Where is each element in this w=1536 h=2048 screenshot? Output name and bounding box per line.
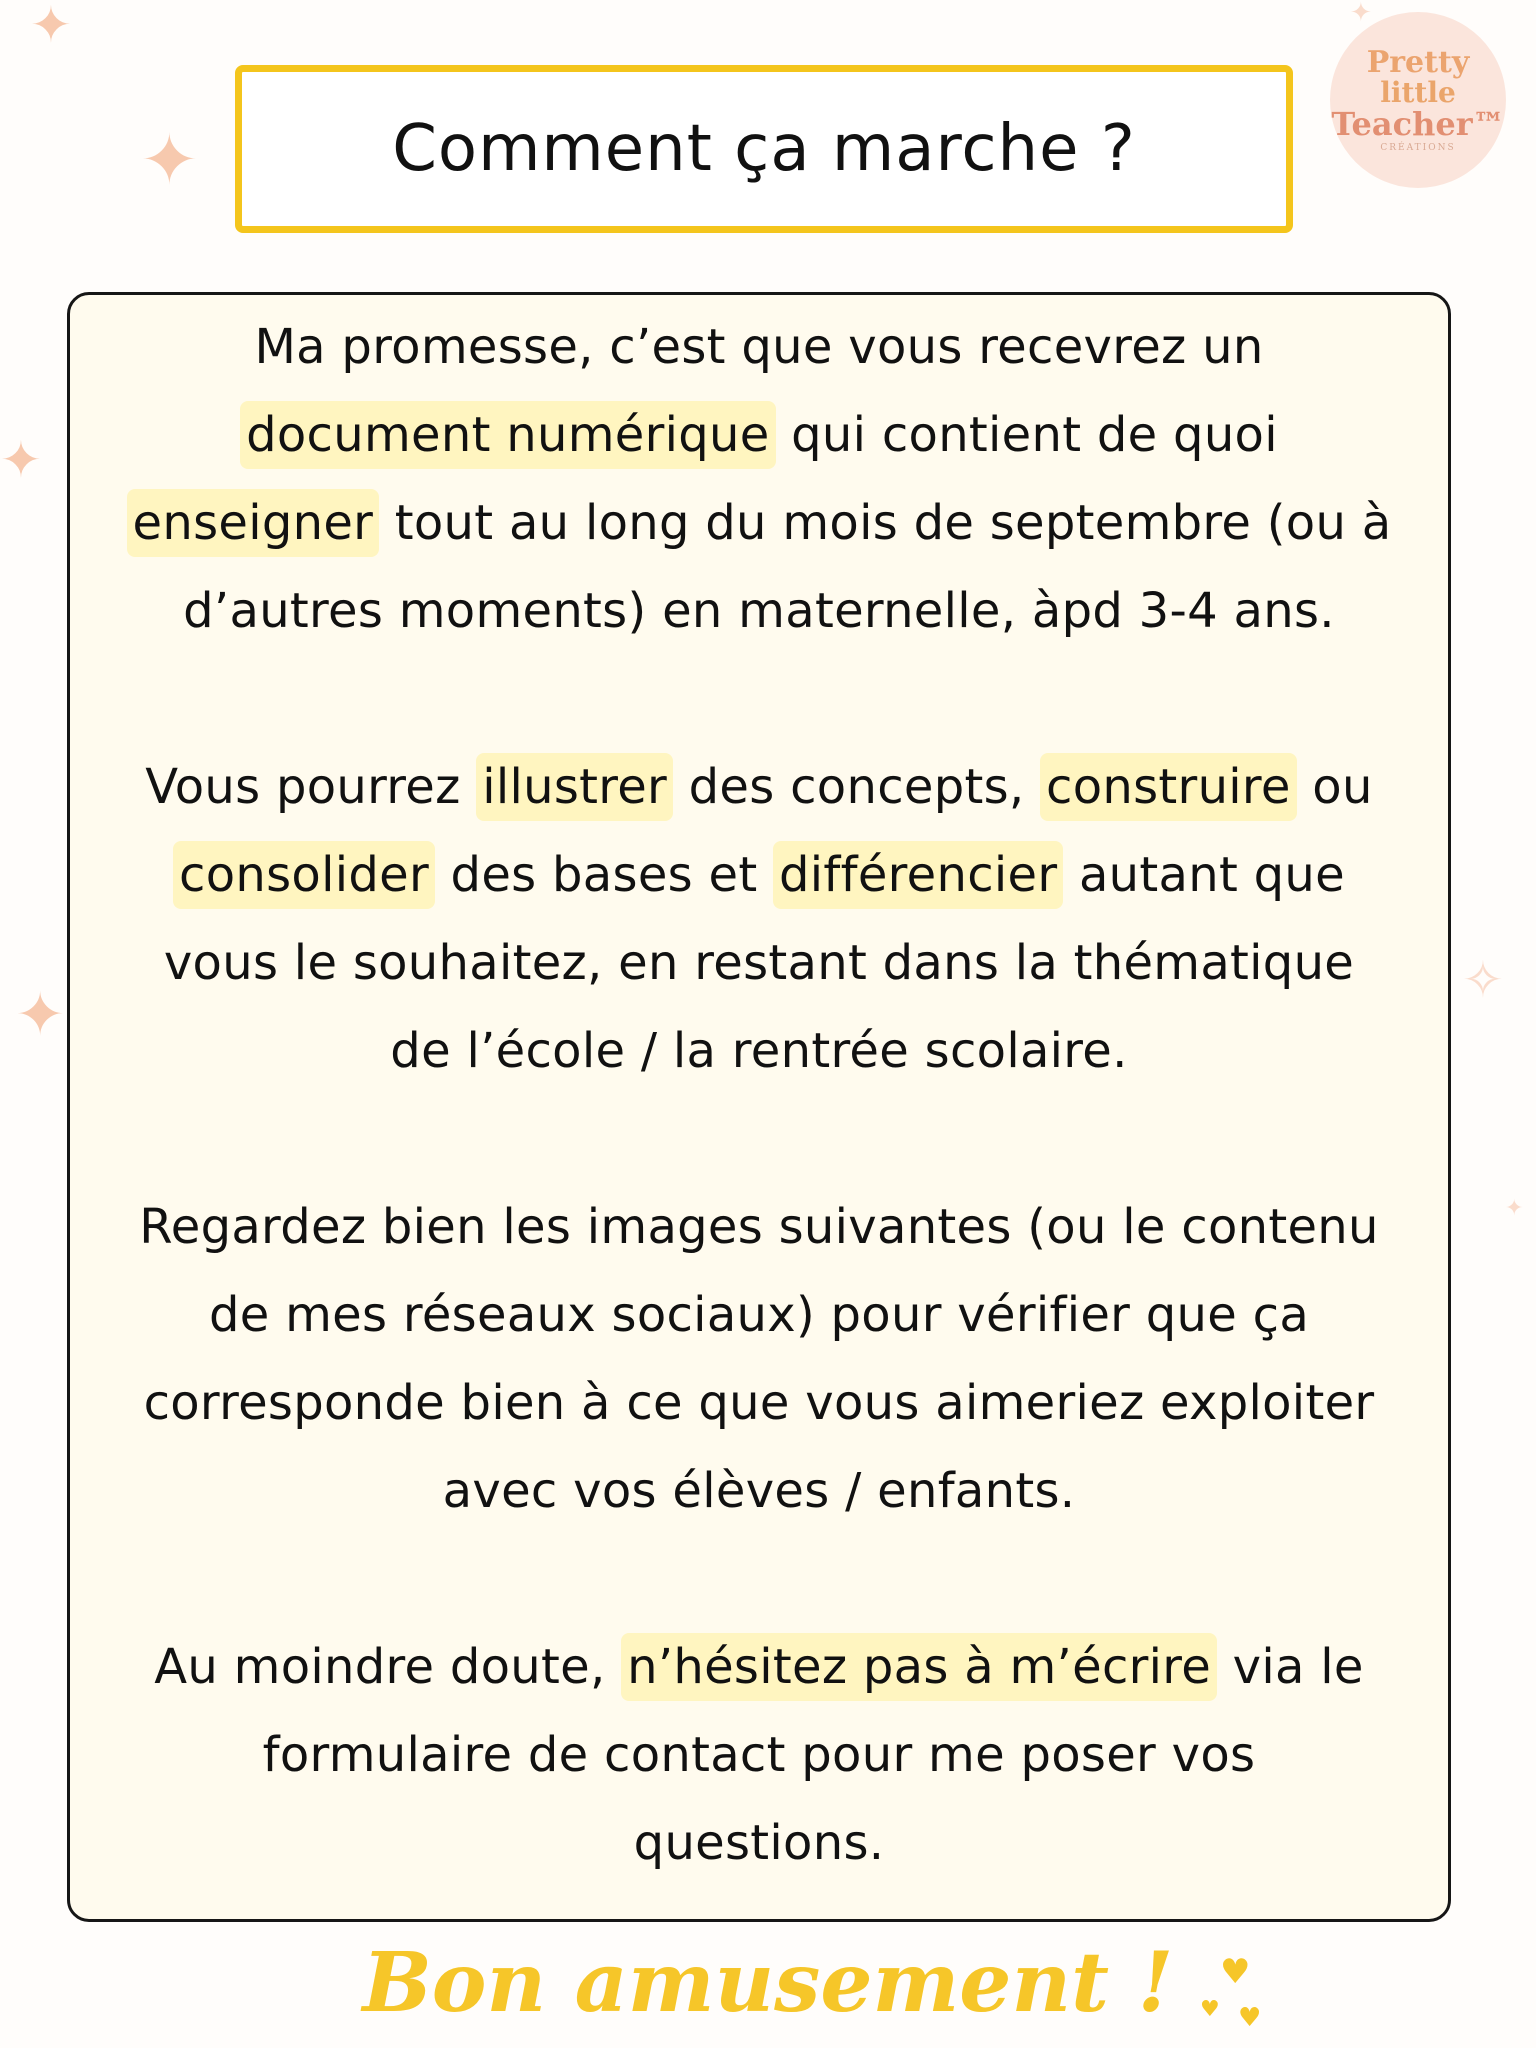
text-line: avec vos élèves / enfants. xyxy=(442,1463,1076,1519)
text-line: d’autres moments) en maternelle, àpd 3-4 ans. xyxy=(183,583,1335,639)
page-title: Comment ça marche ? xyxy=(392,112,1136,186)
logo-line-2: little xyxy=(1380,76,1456,109)
text-fragment: via le xyxy=(1217,1639,1364,1695)
highlight-differencier: différencier xyxy=(773,841,1063,909)
text-line xyxy=(70,1623,1448,1711)
highlight-enseigner: enseigner xyxy=(127,489,380,557)
heart-icon: ♥ xyxy=(1200,1997,1220,2022)
highlight-consolider: consolider xyxy=(173,841,435,909)
sparkle-icon: ✦ xyxy=(1350,0,1372,28)
text-fragment: Vous pourrez xyxy=(145,759,477,815)
text-line: vous le souhaitez, en restant dans la thématique xyxy=(163,935,1355,991)
paragraph-contact xyxy=(70,1623,1448,1887)
logo-line-1: Pretty xyxy=(1366,45,1470,80)
text-fragment: ou xyxy=(1296,759,1373,815)
sparkle-icon: ✦ xyxy=(30,0,72,54)
sparkle-icon: ✦ xyxy=(15,980,66,1050)
content-panel xyxy=(67,292,1451,1922)
text-fragment: Au moindre doute, xyxy=(154,1639,622,1695)
text-line: corresponde bien à ce que vous aimeriez exploiter xyxy=(143,1375,1375,1431)
footer-message: Bon amusement ! xyxy=(362,1935,1174,2031)
text-line xyxy=(70,831,1448,919)
text-line xyxy=(70,743,1448,831)
paragraph-check-images xyxy=(70,1183,1448,1535)
text-line: questions. xyxy=(633,1815,885,1871)
hearts-icon xyxy=(1200,1952,1280,2045)
highlight-construire: construire xyxy=(1040,753,1297,821)
text-fragment: des bases et xyxy=(435,847,774,903)
sparkle-icon: ✦ xyxy=(140,119,199,201)
heart-icon: ♥ xyxy=(1220,1952,1251,1992)
text-fragment: autant que xyxy=(1063,847,1345,903)
text-line: formulaire de contact pour me poser vos xyxy=(262,1727,1256,1783)
paragraph-promise xyxy=(70,303,1448,655)
brand-logo xyxy=(1330,12,1506,188)
paragraph-usage xyxy=(70,743,1448,1095)
sparkle-icon: ✧ xyxy=(1462,951,1504,1009)
text-fragment: qui contient de quoi xyxy=(775,407,1278,463)
logo-line-4: CRÉATIONS xyxy=(1380,143,1456,153)
highlight-contact: n’hésitez pas à m’écrire xyxy=(621,1633,1217,1701)
title-box xyxy=(235,65,1293,233)
heart-icon: ♥ xyxy=(1238,2003,1262,2033)
text-fragment: tout au long du mois de septembre (ou à xyxy=(379,495,1392,551)
text-fragment: des concepts, xyxy=(673,759,1041,815)
text-line: Regardez bien les images suivantes (ou le contenu xyxy=(139,1199,1379,1255)
text-line: de mes réseaux sociaux) pour vérifier que ça xyxy=(208,1287,1310,1343)
text-line: de l’école / la rentrée scolaire. xyxy=(390,1023,1128,1079)
text-line xyxy=(70,391,1448,479)
highlight-document-numerique: document numérique xyxy=(240,401,775,469)
sparkle-icon: ✦ xyxy=(0,431,42,489)
highlight-illustrer: illustrer xyxy=(476,753,673,821)
text-line: Ma promesse, c’est que vous recevrez un xyxy=(254,319,1264,375)
text-line xyxy=(70,479,1448,567)
sparkle-icon: ✦ xyxy=(1505,1196,1524,1221)
logo-line-3: Teacher™ xyxy=(1331,105,1505,143)
